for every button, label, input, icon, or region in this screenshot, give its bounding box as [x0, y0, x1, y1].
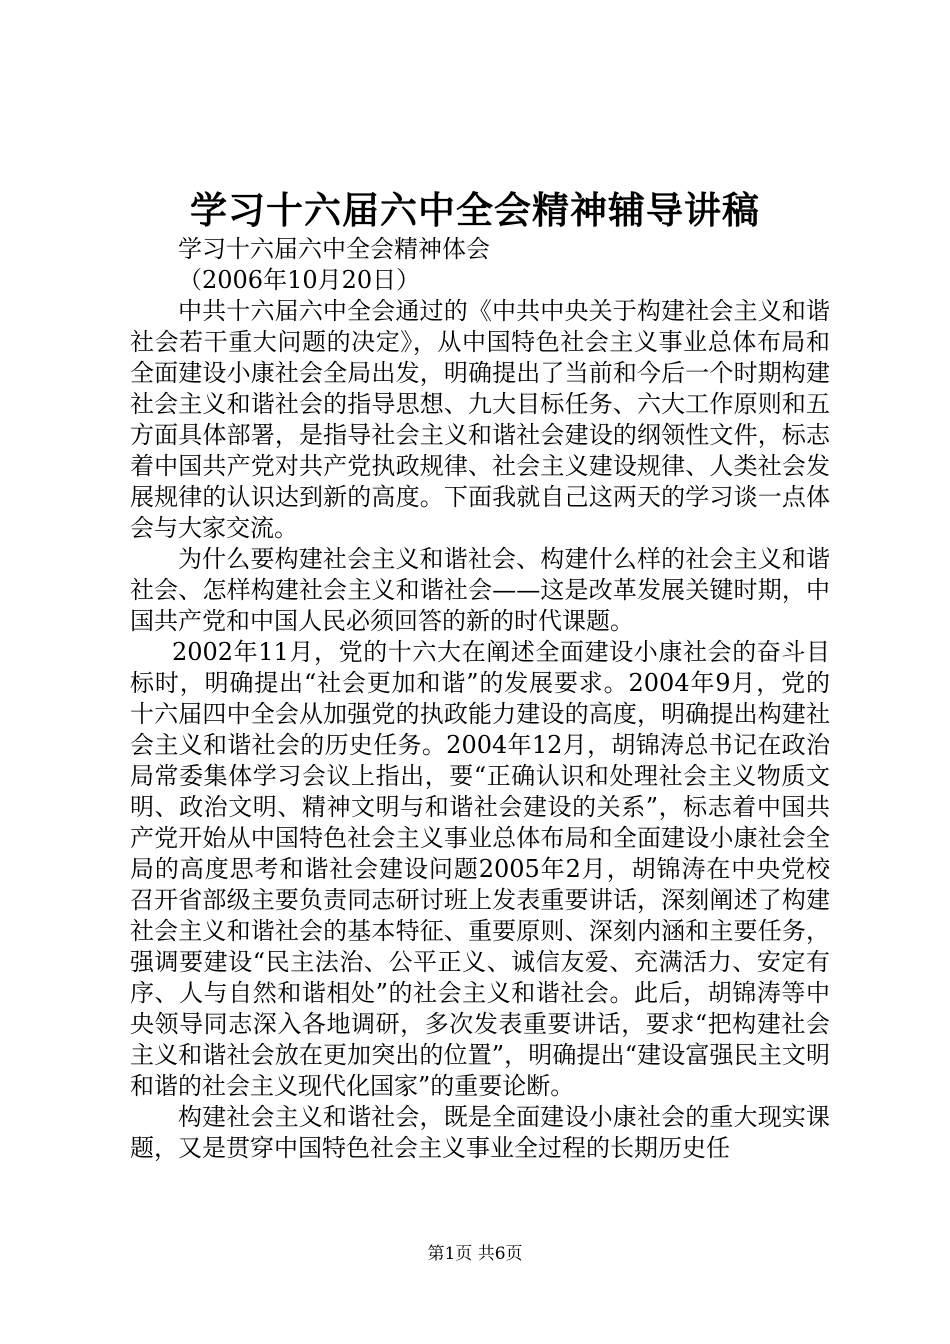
document-body — [130, 234, 830, 1164]
paragraph-3: 2002年11月，党的十六大在阐述全面建设小康社会的奋斗目标时，明确提出“社会更加和谐”的发展要求。2004年9月，党的十六届四中全会从加强党的执政能力建设的高度，明确提出构建社会主义和谐社会的历史任务。2004年12月，胡锦涛总书记在政治局常委集体学习会议上指出，要“正确认识和处理社会主义物质文明、政治文明、精神文明与和谐社会建设的关系”，标志着中国共产党开始从中国特色社会主义事业总体布局和全面建设小康社会全局的高度思考和谐社会建设问题2005年2月，胡锦涛在中央党校召开省部级主要负责同志研讨班上发表重要讲话，深刻阐述了构建社会主义和谐社会的基本特征、重要原则、深刻内涵和主要任务，强调要建设“民主法治、公平正义、诚信友爱、充满活力、安定有序、人与自然和谐相处”的社会主义和谐社会。此后，胡锦涛等中央领导同志深入各地调研，多次发表重要讲话，要求“把构建社会主义和谐社会放在更加突出的位置”，明确提出“建设富强民主文明和谐的社会主义现代化国家”的重要论断。 — [130, 638, 830, 1100]
page-footer: 第1页 共6页 — [427, 1244, 523, 1264]
document-subtitle: 学习十六届六中全会精神体会 — [178, 235, 490, 263]
paragraph-4: 构建社会主义和谐社会，既是全面建设小康社会的重大现实课题，又是贯穿中国特色社会主义事业全过程的长期历史任 — [130, 1103, 830, 1162]
document-date: （2006年10月20日） — [178, 266, 421, 294]
paragraph-2: 为什么要构建社会主义和谐社会、构建什么样的社会主义和谐社会、怎样构建社会主义和谐社会——这是改革发展关键时期，中国共产党和中国人民必须回答的新的时代课题。 — [130, 545, 830, 635]
document-title: 学习十六届六中全会精神辅导讲稿 — [190, 188, 760, 232]
paragraph-1: 中共十六届六中全会通过的《中共中央关于构建社会主义和谐社会若干重大问题的决定》，从中国特色社会主义事业总体布局和全面建设小康社会全局出发，明确提出了当前和今后一个时期构建社会主义和谐社会的指导思想、九大目标任务、六大工作原则和五方面具体部署，是指导社会主义和谐社会建设的纲领性文件，标志着中国共产党对共产党执政规律、社会主义建设规律、人类社会发展规律的认识达到新的高度。下面我就自己这两天的学习谈一点体会与大家交流。 — [130, 297, 830, 542]
